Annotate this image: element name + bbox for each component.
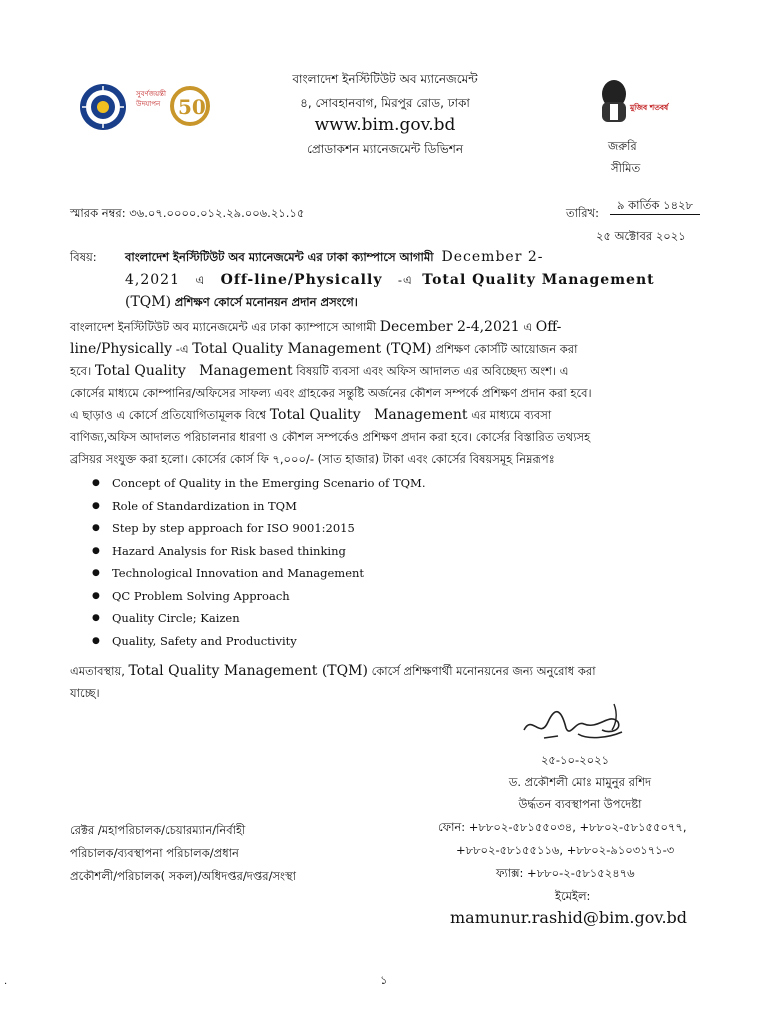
subject-date: 4,2021 — [125, 272, 180, 288]
body-line-4: কোর্সের মাধ্যমে কোম্পানির/অফিসের সাফল্য এবং গ্রাহকের সন্তুষ্টি অর্জনের কৌশল সম্পর্কে প্রশিক্ষণ প্রদান করা হবে। — [70, 386, 592, 400]
mujib-year-logo — [592, 76, 672, 128]
body-text-en: Total Quality Management — [94, 363, 293, 379]
closing-line-1 — [70, 660, 710, 682]
bim-seal-logo — [78, 82, 128, 132]
website-link[interactable]: www.bim.gov.bd — [314, 115, 456, 135]
signature-date: ২৫-১০-২০২১ — [540, 753, 610, 767]
body-text: প্রশিক্ষণ কোর্সটি আয়োজন করা — [435, 342, 578, 356]
svg-text:উদযাপন: উদযাপন — [136, 100, 161, 108]
date-english: ২৫ অক্টোবর ২০২১ — [596, 229, 686, 243]
list-item: ● Quality, Safety and Productivity — [92, 630, 425, 653]
subject-offline: Off-line/Physically — [220, 272, 383, 288]
list-item: ● Hazard Analysis for Risk based thinking — [92, 540, 425, 563]
body-text: -এ — [175, 342, 189, 356]
division-name: প্রোডাকশন ম্যানেজমেন্ট ডিভিশন — [306, 142, 464, 156]
fax-number: ফ্যাক্স: +৮৮০-২-৫৮১৫২৪৭৬ — [496, 866, 635, 880]
topic-list — [92, 472, 425, 652]
body-line-5 — [70, 404, 710, 426]
email-label: ইমেইল: — [555, 889, 591, 903]
subject-line-1-bn: বাংলাদেশ ইনস্টিটিউট অব ম্যানেজমেন্ট এর ঢাকা ক্যাম্পাসে আগামী — [125, 250, 434, 264]
recipient-line-2: পরিচালক/ব্যবস্থাপনা পরিচালক/প্রধান — [70, 846, 239, 860]
body-text-en: December 2-4,2021 — [379, 319, 520, 335]
subject-e: এ — [195, 273, 206, 287]
signatory-name: ড. প্রকৌশলী মোঃ মামুনুর রশিদ — [508, 775, 652, 789]
recipient-line-1: রেক্টর /মহাপরিচালক/চেয়ারম্যান/নির্বাহী — [70, 823, 246, 837]
phone-line-1: ফোন: +৮৮০২-৫৮১৫৫০৩৪, +৮৮০২-৫৮১৫৫০৭৭, — [438, 820, 687, 834]
body-text: এ ছাড়াও এ কোর্সে প্রতিযোগিতামূলক বিশ্বে — [70, 408, 267, 422]
subject-tqm: Total Quality Management — [422, 272, 655, 288]
body-text-en: Total Quality Management (TQM) — [128, 663, 368, 679]
body-text: কোর্সে প্রশিক্ষণার্থী মনোনয়নের জন্য অনুরোধ করা — [371, 664, 596, 678]
body-text-en: Off- — [535, 319, 562, 335]
email-address[interactable]: mamunur.rashid@bim.gov.bd — [450, 908, 688, 927]
body-line-1 — [70, 316, 710, 338]
closing-line-2: যাচ্ছে। — [70, 686, 100, 700]
phone-line-2: +৮৮০২-৫৮১৫৫১১৬, +৮৮০২-৯১০৩১৭১-৩ — [456, 843, 675, 857]
body-text: এ — [523, 320, 533, 334]
body-text: হবে। — [70, 364, 92, 378]
svg-text:50: 50 — [178, 95, 206, 119]
footer-dot: . — [4, 976, 8, 987]
svg-text:সুবর্ণজয়ন্তী: সুবর্ণজয়ন্তী — [136, 90, 166, 98]
memo-number: স্মারক নম্বর: ৩৬.০৭.০০০০.০১২.২৯.০০৬.২১.১৫ — [70, 206, 305, 220]
subject-label: বিষয়: — [70, 250, 97, 264]
list-item: ● Concept of Quality in the Emerging Scenario of TQM. — [92, 472, 425, 495]
body-text-en: Total Quality Management (TQM) — [192, 341, 432, 357]
mujib-year-text: মুজিব শতবর্ষ — [630, 103, 669, 112]
org-address: ৪, সোবহানবাগ, মিরপুর রোড, ঢাকা — [300, 96, 470, 110]
limited-label: সীমিত — [611, 161, 641, 175]
subject-line-1 — [125, 246, 544, 268]
list-item: ● QC Problem Solving Approach — [92, 585, 425, 608]
body-line-7: ব্রসিয়র সংযুক্ত করা হলো। কোর্সের কোর্স ফি ৭,০০০/- (সাত হাজার) টাকা এবং কোর্সের বিষয়সমূহ নিম্নরূপঃ — [70, 452, 555, 466]
subject-line-1-en: December 2- — [441, 249, 544, 265]
body-line-2 — [70, 338, 710, 360]
body-text: এর মাধ্যমে ব্যবসা — [471, 408, 552, 422]
list-item: ● Role of Standardization in TQM — [92, 495, 425, 518]
subject-tqm-abbr: (TQM) — [125, 294, 172, 310]
urgent-label: জরুরি — [608, 139, 637, 153]
date-label: তারিখ: — [566, 206, 600, 220]
body-text: বাংলাদেশ ইনস্টিটিউট অব ম্যানেজমেন্ট এর ঢাকা ক্যাম্পাসে আগামী — [70, 320, 377, 334]
recipient-line-3: প্রকৌশলী/পরিচালক( সকল)/অধিদপ্তর/দপ্তর/সংস্থা — [70, 869, 296, 883]
list-item: ● Technological Innovation and Management — [92, 562, 425, 585]
body-line-3 — [70, 360, 710, 382]
list-item: ● Step by step approach for ISO 9001:2015 — [92, 517, 425, 540]
body-text: এমতাবস্থায়, — [70, 664, 125, 678]
date-bengali: ৯ কার্তিক ১৪২৮ — [610, 197, 700, 215]
signatory-title: উর্দ্ধতন ব্যবস্থাপনা উপদেষ্টা — [518, 797, 642, 811]
subject-line-2 — [125, 268, 655, 292]
page-number: ১ — [380, 973, 388, 987]
body-text-en: Total Quality Management — [269, 407, 468, 423]
body-text: বিষয়টি ব্যবসা এবং অফিস আদালত এর অবিচ্ছেদ্য অংশ। এ — [296, 364, 569, 378]
golden-jubilee-logo — [134, 82, 210, 130]
subject-line-3-bn: প্রশিক্ষণ কোর্সে মনোনয়ন প্রদান প্রসংগে। — [174, 295, 358, 309]
subject-e2: -এ — [397, 273, 413, 287]
body-text-en: line/Physically — [70, 341, 173, 357]
org-name: বাংলাদেশ ইনস্টিটিউট অব ম্যানেজমেন্ট — [292, 72, 478, 86]
subject-line-3 — [125, 291, 358, 313]
list-item: ● Quality Circle; Kaizen — [92, 607, 425, 630]
body-line-6: বাণিজ্য,অফিস আদালত পরিচালনার ধারণা ও কৌশল সম্পর্কেও প্রশিক্ষণ প্রদান করা হবে। কোর্সের বিস্তারিত তথ্যসহ — [70, 430, 591, 444]
signature-image — [518, 700, 628, 748]
